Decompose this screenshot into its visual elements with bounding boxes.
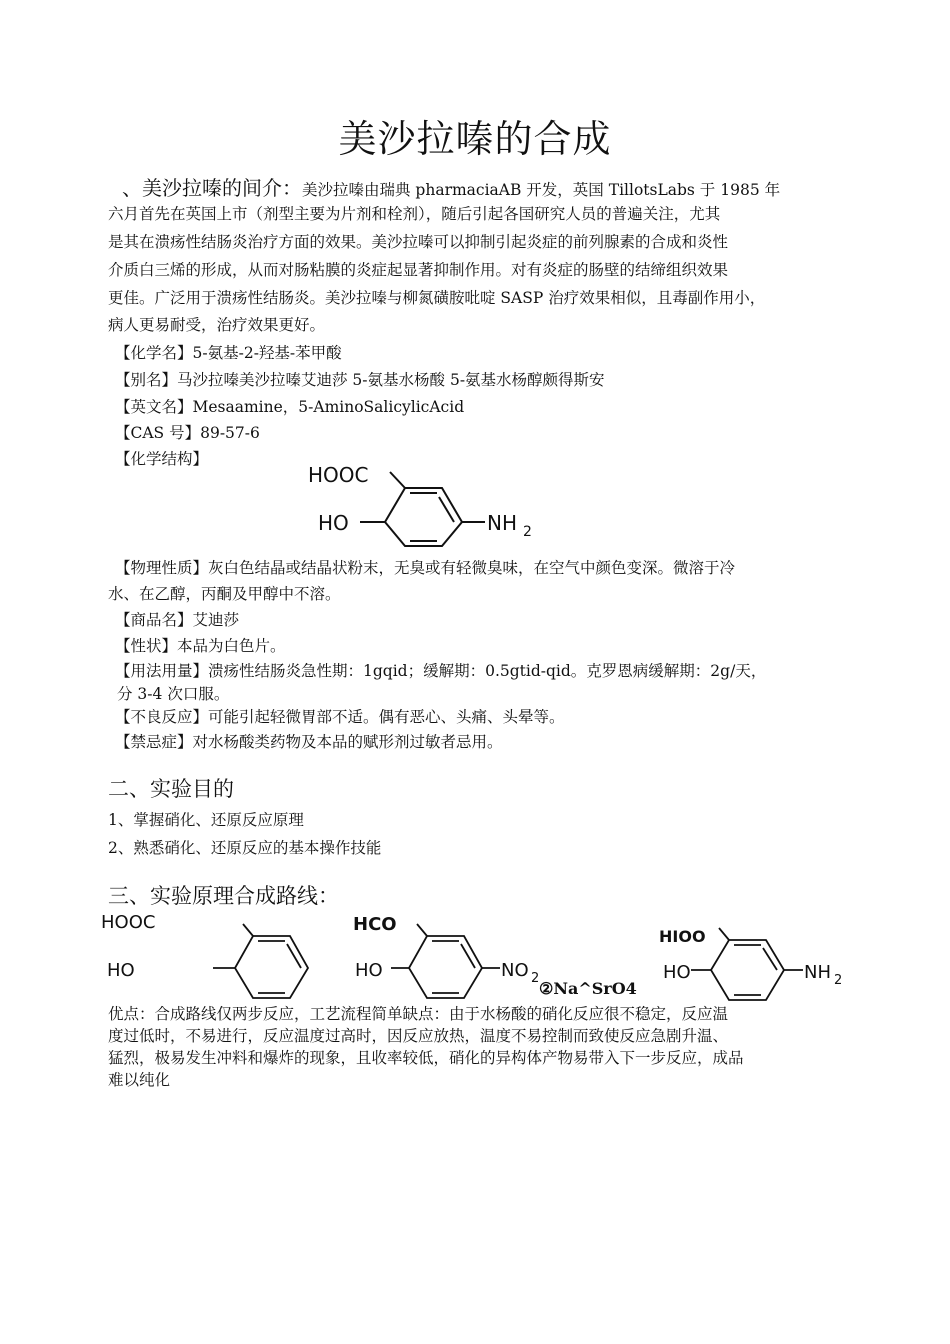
prop-structure-label: 【化学结构】 — [115, 450, 209, 468]
intro-first-line — [122, 175, 780, 203]
prop-alias: 【别名】马沙拉嗪美沙拉嗪艾迪莎 5-氨基水杨酸 5-氨基水杨醇颇得斯安 — [115, 371, 605, 389]
intro-line: 是其在溃疡性结肠炎治疗方面的效果。美沙拉嗪可以抑制引起炎症的前列腺素的合成和炎性 — [108, 233, 729, 251]
s3-nh2-label: NH — [804, 962, 831, 983]
evaluation-line: 优点：合成路线仅两步反应，工艺流程简单缺点：由于水杨酸的硝化反应很不稳定，反应温 — [108, 1005, 729, 1023]
prop-appearance: 【性状】本品为白色片。 — [115, 637, 286, 655]
intro-heading: 、美沙拉嗪的间介： — [122, 176, 302, 200]
intro-line: 美沙拉嗪由瑞典 pharmaciaAB 开发，英国 TillotsLabs 于 1985 年 — [302, 181, 781, 199]
reagent-label: ②Na^SrO4 — [539, 979, 637, 998]
s2-top-label: HCO — [353, 914, 397, 935]
evaluation-line: 难以纯化 — [108, 1071, 171, 1089]
prop-dosage: 【用法用量】溃疡性结肠炎急性期：1gqid；缓解期：0.5gtid-qid。克罗恩病缓解期：2g/天， — [115, 662, 767, 680]
prop-cas: 【CAS 号】89-57-6 — [115, 424, 260, 442]
nh2-label: NH — [487, 511, 517, 535]
section2-heading: 二、实验目的 — [108, 777, 234, 801]
synthesis-route — [95, 908, 855, 1008]
intro-line: 六月首先在英国上市（剂型主要为片剂和栓剂），随后引起各国研究人员的普遍关注，尤其 — [108, 205, 721, 223]
page-title: 美沙拉嗪的合成 — [338, 117, 612, 161]
intro-line: 更佳。广泛用于溃疡性结肠炎。美沙拉嗪与柳氮磺胺吡啶 SASP 治疗效果相似，且毒副作用小， — [108, 289, 766, 307]
section3-heading: 三、实验原理合成路线： — [108, 884, 339, 908]
s2-no2-label: NO — [501, 960, 529, 981]
physical-line: 水、在乙醇，丙酮及甲醇中不溶。 — [108, 585, 341, 603]
intro-line: 病人更易耐受，治疗效果更好。 — [108, 316, 326, 334]
s1-cooh-label: HOOC — [101, 912, 156, 933]
nh2-subscript: 2 — [523, 524, 532, 540]
s1-oh-label: HO — [107, 960, 135, 981]
section2-item: 1、掌握硝化、还原反应原理 — [108, 811, 304, 829]
s2-oh-label: HO — [355, 960, 383, 981]
prop-dosage-cont: 分 3-4 次口服。 — [117, 685, 230, 703]
cooh-label: HOOC — [308, 463, 369, 487]
prop-contraindication: 【禁忌症】对水杨酸类药物及本品的赋形剂过敏者忌用。 — [115, 733, 503, 751]
intro-line: 介质白三烯的形成，从而对肠粘膜的炎症起显著抑制作用。对有炎症的肠壁的结缔组织效果 — [108, 261, 729, 279]
s2-no2-subscript: 2 — [531, 971, 540, 986]
oh-label: HO — [318, 511, 349, 535]
s3-nh2-subscript: 2 — [834, 973, 843, 988]
evaluation-line: 度过低时，不易进行，反应温度过高时，因反应放热，温度不易控制而致使反应急剧升温、 — [108, 1027, 729, 1045]
prop-english-name: 【英文名】Mesaamine，5-AminoSalicylicAcid — [115, 398, 465, 416]
evaluation-line: 猛烈，极易发生冲料和爆炸的现象，且收率较低，硝化的异构体产物易带入下一步反应，成品 — [108, 1049, 744, 1067]
mesalamine-structure — [300, 460, 550, 550]
prop-adverse: 【不良反应】可能引起轻微胃部不适。偶有恶心、头痛、头晕等。 — [115, 708, 565, 726]
section2-item: 2、熟悉硝化、还原反应的基本操作技能 — [108, 839, 382, 857]
prop-trade-name: 【商品名】艾迪莎 — [115, 611, 240, 629]
prop-chemical-name: 【化学名】5-氨基-2-羟基-苯甲酸 — [115, 344, 342, 362]
s3-oh-label: HO — [663, 962, 691, 983]
physical-line: 【物理性质】灰白色结晶或结晶状粉末，无臭或有轻微臭味，在空气中颜色变深。微溶于冷 — [115, 559, 736, 577]
s3-top-label: HIOO — [659, 927, 706, 946]
